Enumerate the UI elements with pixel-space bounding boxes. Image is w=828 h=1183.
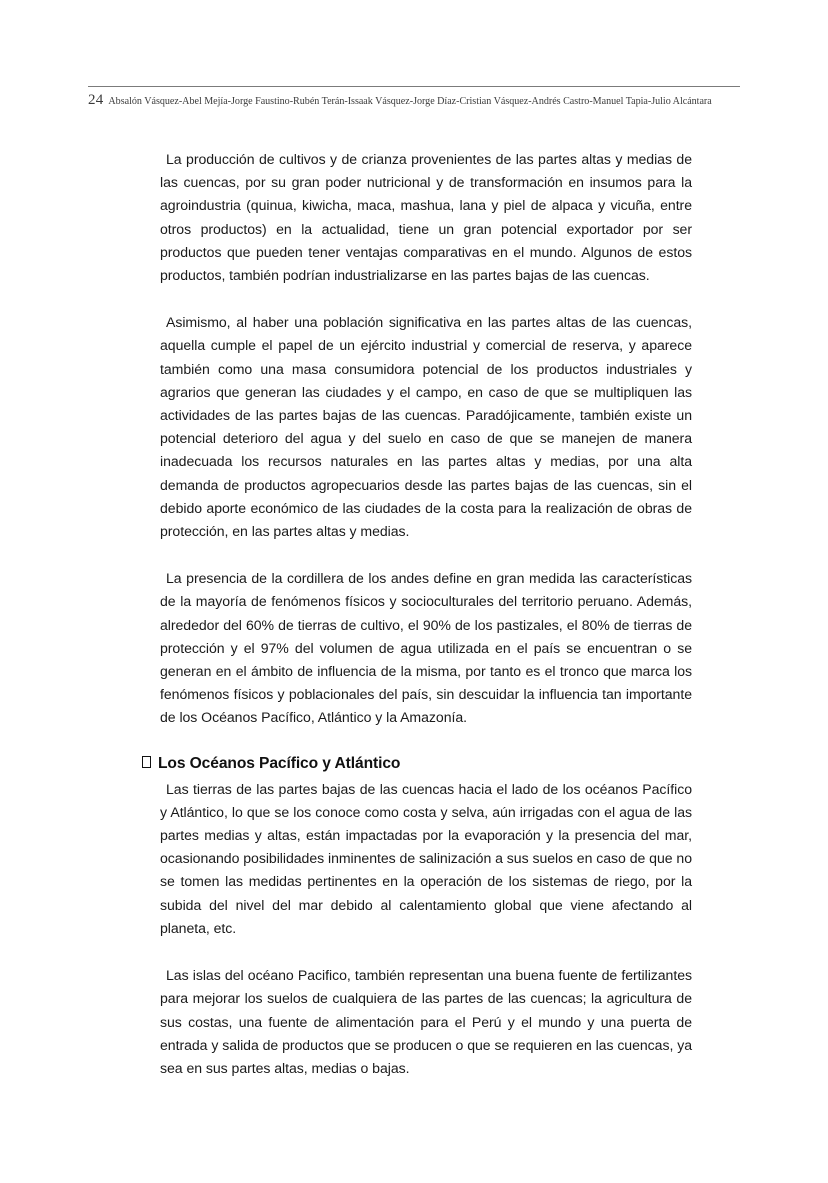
- paragraph-produccion-cultivos: La producción de cultivos y de crianza provenientes de las partes altas y medias de las cuencas, por su gran poder nutricional y de transformación en insumos para la agroindustria (quinua, kiwicha, maca, mashua, lana y piel de alpaca y vicuña, entre otros productos) en la actualidad, tiene un gran potencial exportador por ser productos que pueden tener ventajas comparativas en el mundo. Algunos de estos productos, también podrían industrializarse en las partes bajas de las cuencas.: [160, 151, 692, 284]
- section-heading-oceanos: Los Océanos Pacífico y Atlántico: [158, 754, 401, 772]
- header-rule-divider: [88, 86, 740, 87]
- running-header: [88, 86, 740, 109]
- header-authors: Absalón Vásquez-Abel Mejía-Jorge Faustino-Rubén Terán-Issaak Vásquez-Jorge Díaz-Cristian Vásquez-Andrés Castro-Manuel Tapia-Julio Alcántara: [108, 96, 712, 107]
- paragraph-tierras-partes-bajas: Las tierras de las partes bajas de las cuencas hacia el lado de los océanos Pacífico y Atlántico, lo que se los conoce como costa y selva, aún irrigadas con el agua de las partes medias y altas, están impactadas por la evaporación y la presencia del mar, ocasionando posibilidades inminentes de salinización a sus suelos en caso de que no se tomen las medidas pertinentes en la operación de los sistemas de riego, por la subida del nivel del mar debido al calentamiento global que viene afectando al planeta, etc.: [160, 780, 692, 936]
- section-heading-block: [142, 754, 692, 774]
- body-content: [160, 148, 692, 1104]
- paragraph-cordillera-andes: La presencia de la cordillera de los andes define en gran medida las características de la mayoría de fenómenos físicos y socioculturales del territorio peruano. Además, alrededor del 60% de tierras de cultivo, el 90% de los pastizales, el 80% de tierras de protección y el 97% del volumen de agua utilizada en el país se encuentran o se generan en el ámbito de influencia de la misma, por tanto es el tronco que marca los fenómenos físicos y poblacionales del país, sin descuidar la influencia tan importante de los Océanos Pacífico, Atlántico y la Amazonía.: [160, 570, 692, 726]
- paragraph-islas-oceano-pacifico: Las islas del océano Pacifico, también representan una buena fuente de fertilizantes para mejorar los suelos de cualquiera de las partes de las cuencas; la agricultura de sus costas, una fuente de alimentación para el Perú y el mundo y una puerta de entrada y salida de productos que se producen o que se requieren en las cuencas, ya sea en sus partes altas, medias o bajas.: [160, 967, 692, 1076]
- page-number: 24: [88, 92, 104, 108]
- header-line: [88, 92, 740, 109]
- paragraph-poblacion-significativa: Asimismo, al haber una población significativa en las partes altas de las cuencas, aquella cumple el papel de un ejército industrial y comercial de reserva, y aparece también como una masa consumidora potencial de los productos industriales y agrarios que generan las ciudades y el campo, en caso de que se multipliquen las actividades de las partes bajas de las cuencas. Paradójicamente, también existe un potencial deterioro del agua y del suelo en caso de que se manejen de manera inadecuada los recursos naturales en las partes altas y medias, por una alta demanda de productos agropecuarios desde las partes bajas de las cuencas, sin el debido aporte económico de las ciudades de la costa para la realización de obras de protección, en las partes altas y medias.: [160, 314, 692, 540]
- tofu-box-icon: [142, 756, 151, 768]
